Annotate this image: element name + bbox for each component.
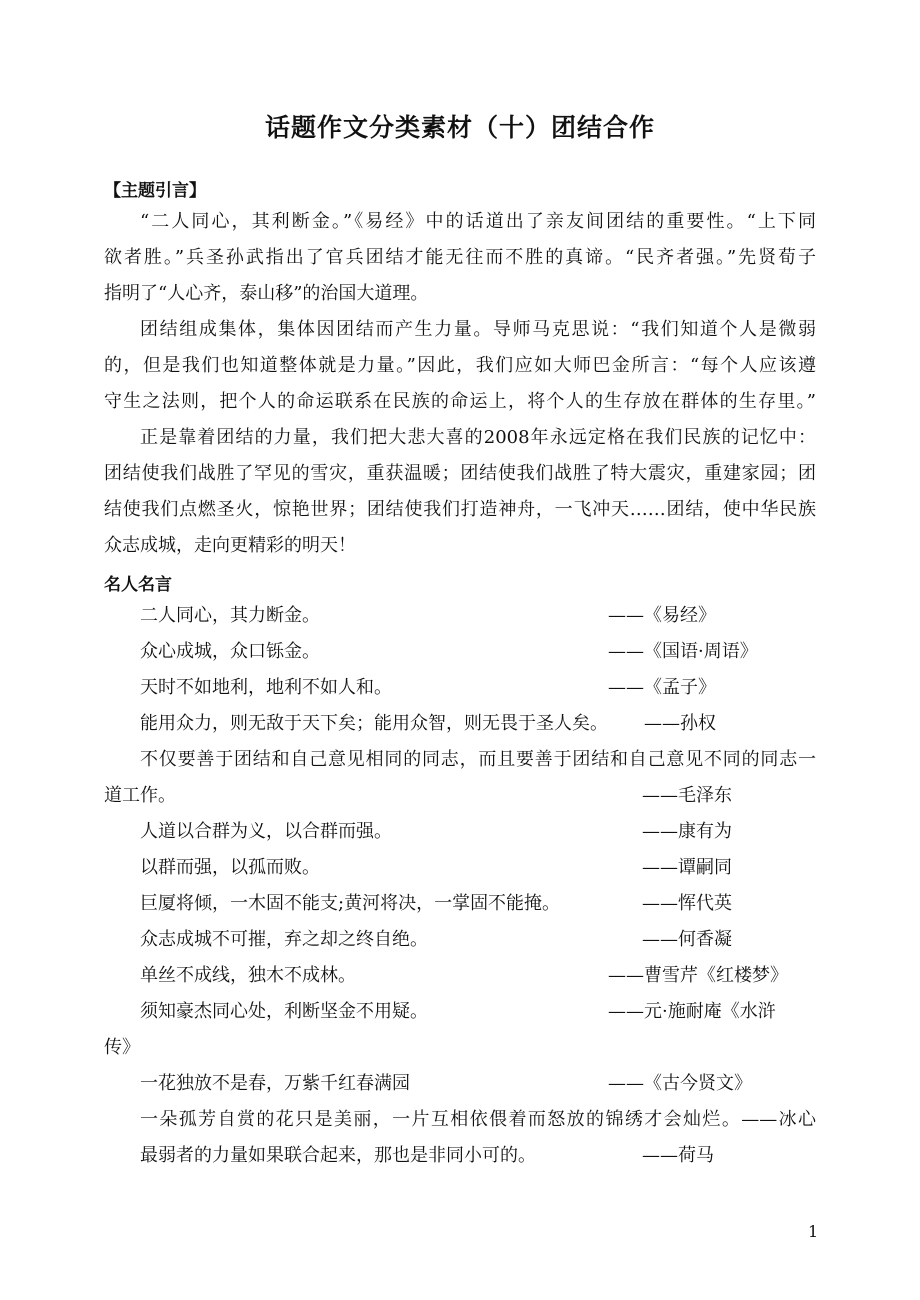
quote-source: ——荷马 xyxy=(642,1145,714,1166)
quote-row xyxy=(140,712,820,736)
quote-text: 众心成城，众口铄金。 xyxy=(140,641,320,662)
quote-source: ——《古今贤文》 xyxy=(608,1073,752,1094)
quote-text: 不仅要善于团结和自己意见相同的同志，而且要善于团结和自己意见不同的同志一 xyxy=(140,749,816,770)
intro-line: 结使我们点燃圣火，惊艳世界；团结使我们打造神舟，一飞冲天……团结，使中华民族 xyxy=(104,499,816,520)
intro-line: 团结使我们战胜了罕见的雪灾，重获温暖；团结使我们战胜了特大震灾，重建家园；团 xyxy=(104,463,816,484)
quote-text: 人道以合群为义，以合群而强。 xyxy=(140,821,392,842)
quote-source: ——《国语·周语》 xyxy=(608,641,758,662)
quote-continuation: 传》 xyxy=(104,1037,140,1058)
quote-row xyxy=(140,640,820,664)
intro-line: 团结组成集体，集体因团结而产生力量。导师马克思说：“我们知道个人是微弱 xyxy=(140,319,816,340)
quote-text: 须知豪杰同心处，利断坚金不用疑。 xyxy=(140,1001,428,1022)
intro-line: “二人同心，其利断金。”《易经》中的话道出了亲友间团结的重要性。“上下同 xyxy=(140,211,816,232)
quote-text: 天时不如地利，地利不如人和。 xyxy=(140,677,392,698)
quote-text: 最弱者的力量如果联合起来，那也是非同小可的。 xyxy=(140,1145,536,1166)
quote-text: 巨厦将倾，一木固不能支;黄河将决，一掌固不能掩。 xyxy=(140,893,561,914)
quote-row xyxy=(104,784,820,808)
quote-row xyxy=(140,928,820,952)
quote-text: 众志成城不可摧，弃之却之终自绝。 xyxy=(140,929,428,950)
intro-line: 的，但是我们也知道整体就是力量。”因此，我们应如大师巴金所言：“每个人应该遵 xyxy=(104,355,816,376)
quote-row xyxy=(140,604,820,628)
quote-source: ——《孟子》 xyxy=(608,677,716,698)
quote-text: 一朵孤芳自赏的花只是美丽，一片互相依偎着而怒放的锦绣才会灿烂。——冰心 xyxy=(140,1109,816,1130)
intro-line: 众志成城，走向更精彩的明天！ xyxy=(104,535,356,556)
quote-source: ——恽代英 xyxy=(642,893,732,914)
quote-source: ——何香凝 xyxy=(642,929,732,950)
quote-continuation: 道工作。 xyxy=(104,785,176,806)
intro-line: 正是靠着团结的力量，我们把大悲大喜的2008年永远定格在我们民族的记忆中： xyxy=(140,427,816,448)
intro-line: 守生之法则，把个人的命运联系在民族的命运上，将个人的生存放在群体的生存里。” xyxy=(104,391,816,412)
quote-row xyxy=(140,676,820,700)
quote-row xyxy=(140,856,820,880)
quote-row xyxy=(140,1144,820,1168)
quote-source: ——孙权 xyxy=(644,713,716,734)
quote-row xyxy=(140,1072,820,1096)
quote-source: ——《易经》 xyxy=(608,605,716,626)
quote-source: ——康有为 xyxy=(642,821,732,842)
quote-source: ——曹雪芹《红楼梦》 xyxy=(608,965,788,986)
page-title: 话题作文分类素材（十）团结合作 xyxy=(264,113,655,142)
quotes-heading: 名人名言 xyxy=(104,575,172,595)
intro-line: 指明了“人心齐，泰山移”的治国大道理。 xyxy=(104,283,429,304)
quote-text: 能用众力，则无敌于天下矣；能用众智，则无畏于圣人矣。 xyxy=(140,713,608,734)
quote-source: ——毛泽东 xyxy=(642,785,732,806)
intro-line: 欲者胜。”兵圣孙武指出了官兵团结才能无往而不胜的真谛。“民齐者强。”先贤荀子 xyxy=(104,247,816,268)
quote-text: 一花独放不是春，万紫千红春满园 xyxy=(140,1073,410,1094)
intro-heading: 【主题引言】 xyxy=(104,181,206,201)
quote-row xyxy=(140,820,820,844)
quote-row xyxy=(140,964,820,988)
quote-source: ——谭嗣同 xyxy=(642,857,732,878)
quote-text: 二人同心，其力断金。 xyxy=(140,605,320,626)
quote-source: ——元·施耐庵《水浒 xyxy=(608,1001,776,1022)
quote-row xyxy=(140,1000,820,1024)
quote-row xyxy=(140,892,820,916)
quote-text: 以群而强，以孤而败。 xyxy=(140,857,320,878)
page-number: 1 xyxy=(808,1222,819,1241)
quote-text: 单丝不成线，独木不成林。 xyxy=(140,965,356,986)
